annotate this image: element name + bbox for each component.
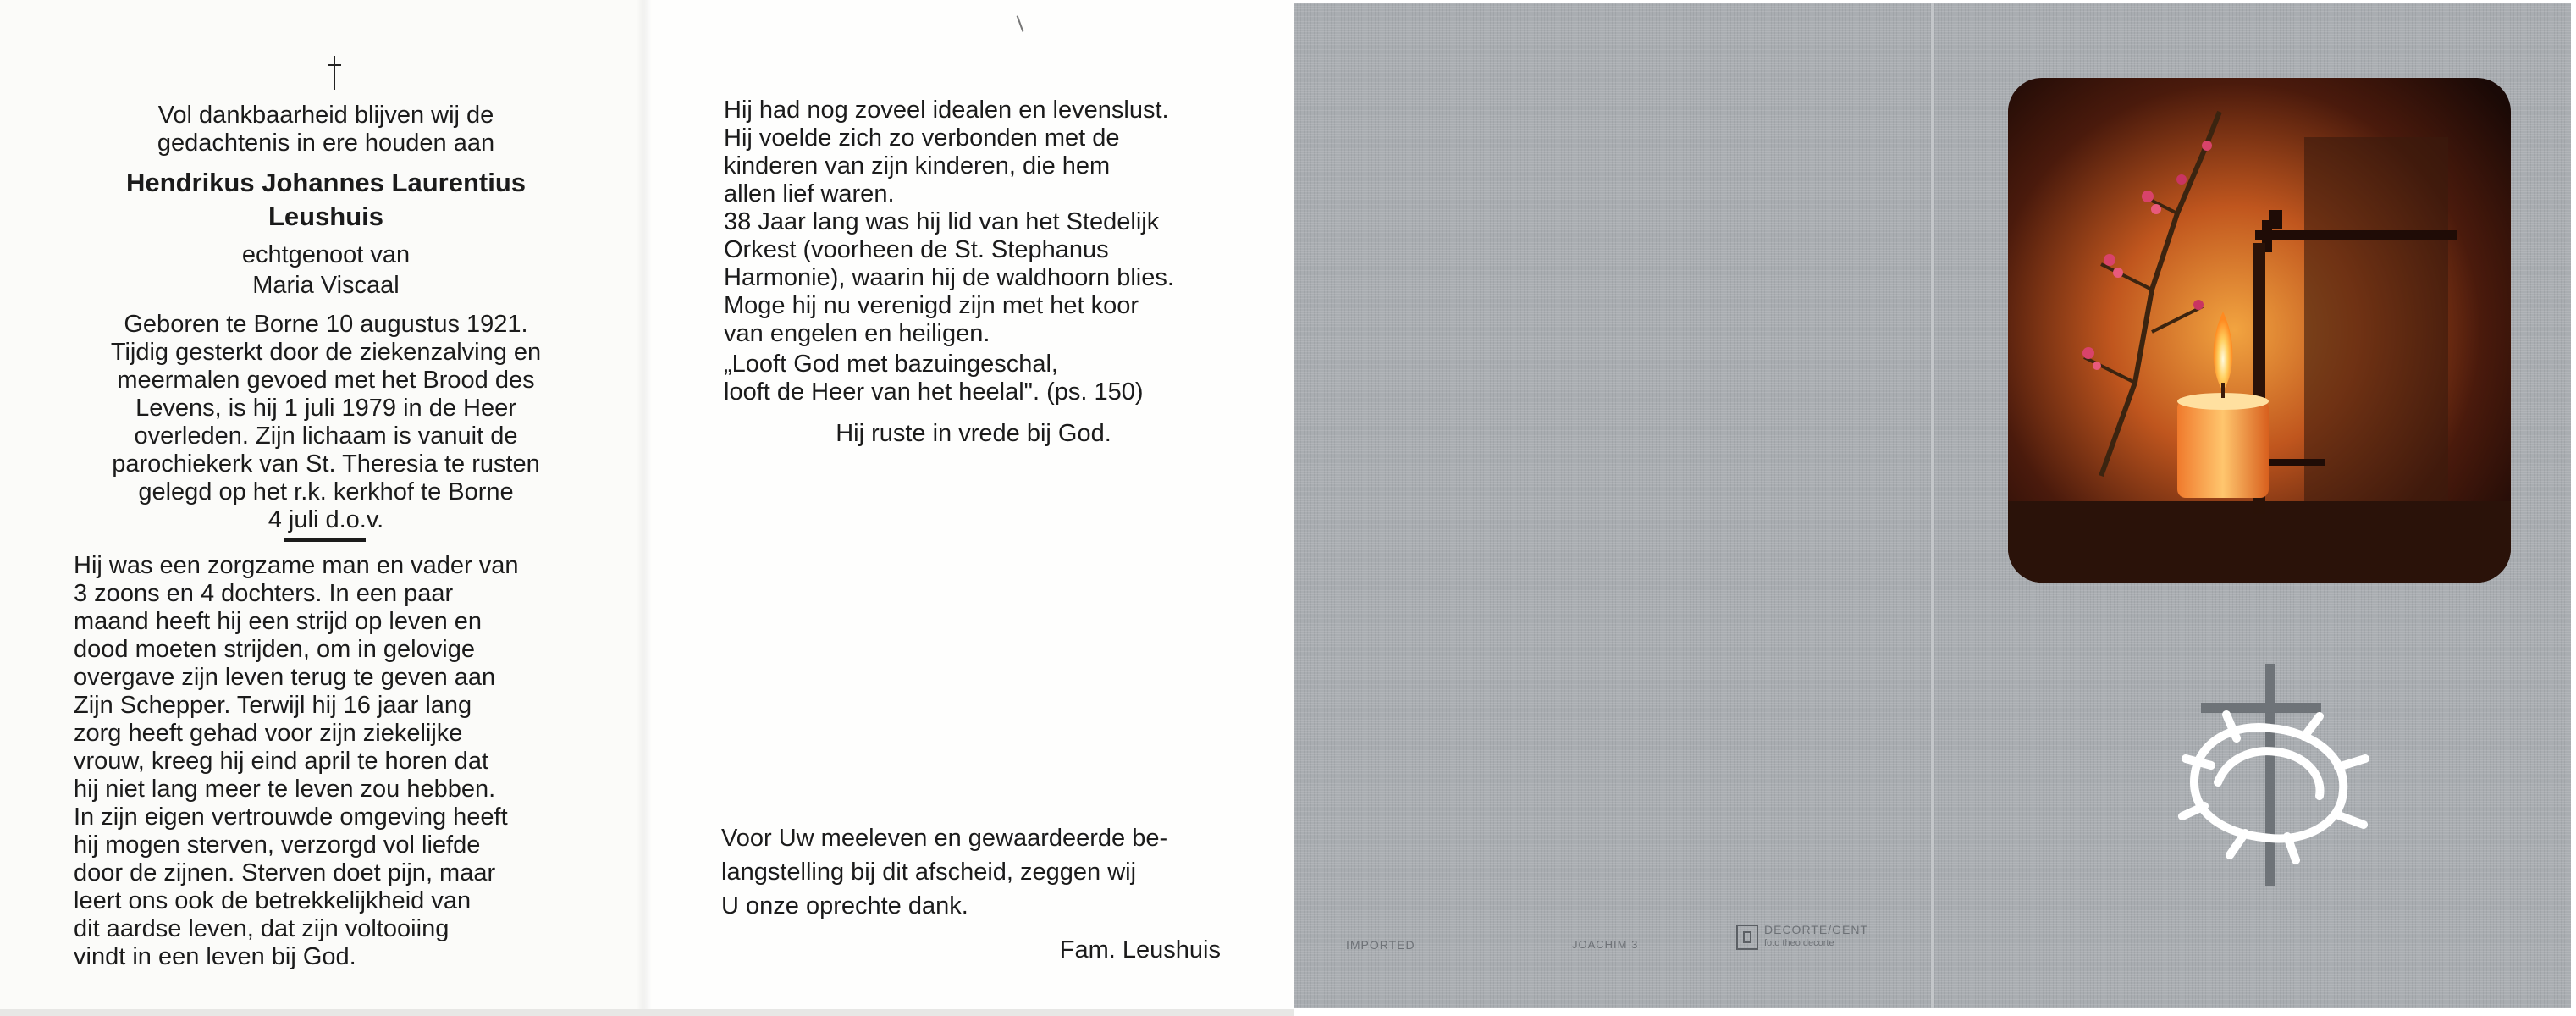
paragraph-line: zorg heeft gehad voor zijn ziekelijke	[74, 720, 463, 747]
outer-back-panel	[1294, 3, 1933, 1008]
paper-edge	[0, 1009, 1294, 1016]
imported-label: IMPORTED	[1346, 938, 1415, 952]
cross-icon	[325, 56, 344, 90]
paragraph-line: Hij had nog zoveel idealen en levenslust.	[724, 97, 1169, 124]
spouse-name: Maria Viscaal	[252, 272, 400, 299]
candle-crucifix-photo	[2008, 78, 2511, 583]
cross-crown-of-thorns-icon	[2177, 664, 2377, 886]
paragraph-line: Hij was een zorgzame man en vader van	[74, 552, 519, 579]
deceased-name-line-1: Hendrikus Johannes Laurentius	[126, 168, 526, 197]
bio-line: parochiekerk van St. Theresia te rusten	[112, 450, 540, 478]
paragraph-line: 3 zoons en 4 dochters. In een paar	[74, 580, 454, 607]
deceased-name-line-2: Leushuis	[268, 202, 384, 231]
thanks-line: U onze oprechte dank.	[721, 892, 968, 919]
paragraph-line: van engelen en heiligen.	[724, 320, 990, 347]
bio-line: Levens, is hij 1 juli 1979 in de Heer	[135, 395, 516, 422]
intro-line-2: gedachtenis in ere houden aan	[157, 130, 495, 157]
paragraph-line: hij niet lang meer te leven zou hebben.	[74, 776, 496, 803]
spouse-label: echtgenoot van	[241, 241, 411, 268]
paragraph-line: allen lief waren.	[724, 180, 895, 207]
paragraph-line: 38 Jaar lang was hij lid van het Stedelijk	[724, 208, 1160, 235]
quote-line-2: looft de Heer van het heelal". (ps. 150)	[724, 378, 1144, 406]
paragraph-line: door de zijnen. Sterven doet pijn, maar	[74, 859, 496, 886]
paragraph-line: dit aardse leven, dat zijn voltooiing	[74, 915, 450, 942]
publisher-name: DECORTE/GENT	[1764, 923, 1868, 936]
quote-line-1: „Looft God met bazuingeschal,	[724, 351, 1058, 378]
bio-line: Tijdig gesterkt door de ziekenzalving en	[110, 339, 542, 366]
paragraph-line: Hij voelde zich zo verbonden met de	[724, 124, 1120, 152]
bio-line: gelegd op het r.k. kerkhof te Borne	[138, 478, 514, 505]
thanks-line: Voor Uw meeleven en gewaardeerde be-	[721, 825, 1168, 852]
bio-line: 4 juli d.o.v.	[268, 506, 384, 533]
photo-credit: foto theo decorte	[1764, 938, 1834, 948]
publisher-logo-icon	[1736, 925, 1758, 950]
inner-fold	[637, 0, 652, 1009]
paragraph-line: In zijn eigen vertrouwde omgeving heeft	[74, 803, 508, 831]
paragraph-line: vindt in een leven bij God.	[74, 943, 356, 970]
signature: Fam. Leushuis	[1059, 936, 1221, 964]
paragraph-line: vrouw, kreeg hij eind april te horen dat	[74, 748, 489, 775]
paragraph-line: Orkest (voorheen de St. Stephanus	[724, 236, 1109, 263]
paragraph-line: maand heeft hij een strijd op leven en	[74, 608, 483, 635]
bio-line: meermalen gevoed met het Brood des	[117, 367, 535, 394]
paragraph-line: hij mogen sterven, verzorgd vol liefde	[74, 831, 481, 859]
paragraph-line: leert ons ook de betrekkelijkheid van	[74, 887, 472, 914]
intro-line-1: Vol dankbaarheid blijven wij de	[157, 102, 494, 129]
paragraph-line: Moge hij nu verenigd zijn met het koor	[724, 292, 1139, 319]
paragraph-line: kinderen van zijn kinderen, die hem	[724, 152, 1111, 179]
paragraph-line: Harmonie), waarin hij de waldhoorn blies.	[724, 264, 1174, 291]
paragraph-line: dood moeten strijden, om in gelovige	[74, 636, 475, 663]
paragraph-line: overgave zijn leven terug te geven aan	[74, 664, 496, 691]
divider-line	[284, 538, 366, 542]
rest-in-peace-line: Hij ruste in vrede bij God.	[836, 420, 1111, 447]
bio-line: overleden. Zijn lichaam is vanuit de	[134, 422, 518, 450]
bio-line: Geboren te Borne 10 augustus 1921.	[124, 311, 528, 338]
thanks-line: langstelling bij dit afscheid, zeggen wij	[721, 859, 1137, 886]
paragraph-line: Zijn Schepper. Terwijl hij 16 jaar lang	[74, 692, 472, 719]
model-label: JOACHIM 3	[1572, 938, 1639, 951]
